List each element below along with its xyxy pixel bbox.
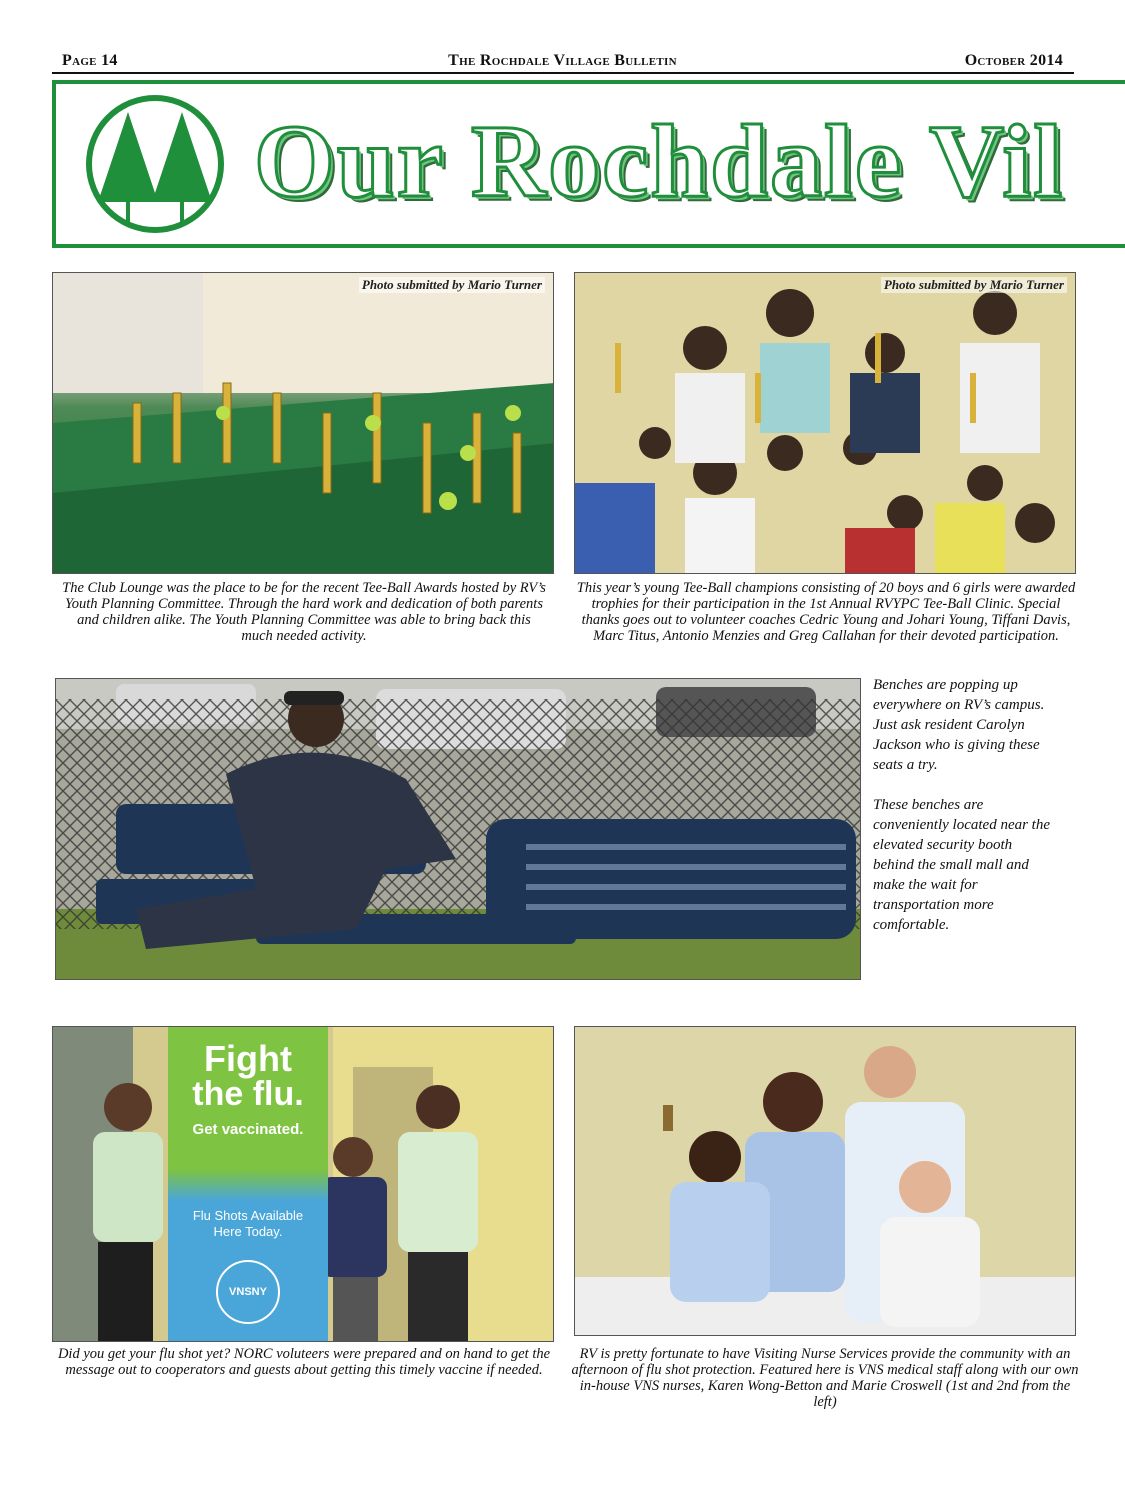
vnsny-logo: VNSNY bbox=[216, 1260, 280, 1324]
photo-credit: Photo submitted by Mario Turner bbox=[881, 277, 1067, 293]
bench-sidebar bbox=[873, 675, 1053, 955]
bench-illustration bbox=[56, 679, 861, 980]
trophies-illustration bbox=[53, 273, 554, 574]
banner-flu-shots-text: Flu Shots Available Here Today. bbox=[192, 1208, 304, 1239]
vns-staff-illustration bbox=[575, 1027, 1076, 1336]
banner-headline-1: Fight bbox=[204, 1038, 292, 1079]
champions-caption: This year’s young Tee-Ball champions consisting of 20 boys and 6 girls were awarded trophies for their participation in the 1st Annual RVYPC Tee-Ball Clinic. Special thanks goes out to volunteer coaches Cedric Young and Johari Young, Tiffani Davis, Marc Titus, Antonio Menzies and Greg Callahan for their devoted participation. bbox=[576, 580, 1076, 644]
trophies-photo bbox=[52, 272, 554, 574]
page-number: Page 14 bbox=[62, 52, 118, 69]
trophies-caption: The Club Lounge was the place to be for the recent Tee-Ball Awards hosted by RV’s Youth Planning Committee. Through the hard work and dedication of both parents and children alike. The Youth Planning Committee was able to bring back this much needed activity. bbox=[62, 580, 546, 644]
flu-banner-photo bbox=[52, 1026, 554, 1342]
champions-illustration bbox=[575, 273, 1076, 574]
champions-photo bbox=[574, 272, 1076, 574]
flu-caption: Did you get your flu shot yet? NORC voluteers were prepared and on hand to get the message out to cooperators and guests about getting this timely vaccine if needed. bbox=[57, 1346, 551, 1378]
banner-headline-2: the flu. bbox=[192, 1075, 304, 1113]
bench-sidebar-paragraph-2: These benches are conveniently located near the elevated security booth behind the small mall and make the wait for transportation more comfortable. bbox=[873, 797, 1051, 933]
publication-name: The Rochdale Village Bulletin bbox=[448, 52, 677, 69]
banner-subtitle: Get vaccinated. bbox=[192, 1121, 304, 1138]
flu-banner bbox=[168, 1027, 328, 1342]
vns-caption: RV is pretty fortunate to have Visiting Nurse Services provide the community with an afternoon of flu shot protection. Featured here is VNS medical staff along with our own in-house VNS nurses, Karen Wong-Betton and Marie Croswell (1st and 2nd from the left) bbox=[571, 1346, 1079, 1410]
issue-date: October 2014 bbox=[964, 52, 1063, 69]
photo-credit: Photo submitted by Mario Turner bbox=[359, 277, 545, 293]
masthead-banner bbox=[52, 80, 1125, 248]
bench-sidebar-paragraph-1: Benches are popping up everywhere on RV’s campus. Just ask resident Carolyn Jackson who is giving these seats a try. bbox=[873, 677, 1045, 773]
header-rule bbox=[52, 72, 1074, 74]
vns-staff-photo bbox=[574, 1026, 1076, 1336]
twin-trees-logo-icon bbox=[80, 94, 230, 234]
bench-photo bbox=[55, 678, 861, 980]
masthead-title: Our Rochdale Vil bbox=[254, 104, 1065, 219]
